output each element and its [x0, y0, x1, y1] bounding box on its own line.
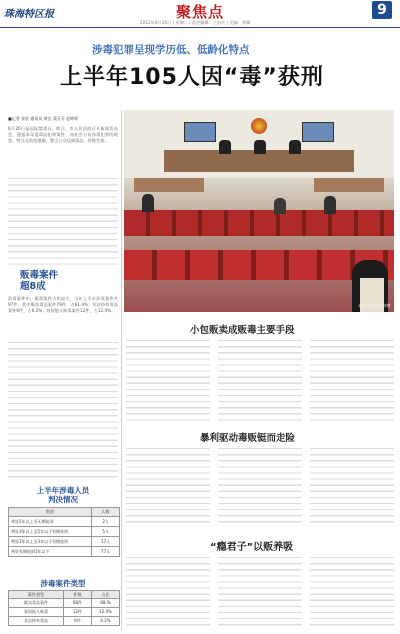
page-meta: 2012年6月26日 | 星期二 | 责任编辑：王浩红 | 美编：黄璐 — [140, 20, 251, 25]
judge-figure — [289, 140, 301, 154]
table-cell: 17人 — [101, 539, 111, 544]
table-header-cell: 占比 — [101, 592, 110, 597]
table-header-cell: 类别 — [9, 508, 92, 516]
body-columns-a — [126, 338, 394, 424]
text-column — [126, 446, 210, 526]
screen-right — [302, 122, 334, 142]
page-number: 9 — [377, 2, 387, 18]
text-column — [126, 555, 210, 630]
stat-text: 涉毒案件中，贩毒案件占比较大，今年上半年涉毒案件共97件，其中贩卖毒品案件79件，占81.4%；非法持有毒品案件6件，占6.2%；容留他人吸毒案件12件，占12.4%。 — [8, 296, 118, 314]
table-cell: 77人 — [101, 549, 111, 554]
screen-left — [184, 122, 216, 142]
subhead-small-packet: 小包贩卖成贩毒主要手段 — [190, 325, 295, 336]
text-column — [310, 338, 394, 424]
judge-figure — [219, 140, 231, 154]
subhead-profit: 暴利驱动毒贩铤而走险 — [200, 433, 296, 444]
table1-heading: 上半年涉毒人员 判决情况 — [36, 486, 90, 504]
photo-caption: 据悉本报记者刘翔 — [358, 303, 390, 308]
table-row — [9, 536, 119, 546]
column-divider — [121, 110, 122, 630]
table-cell: 6.2% — [100, 618, 111, 623]
audience-person — [142, 194, 154, 212]
audience-person — [274, 198, 286, 214]
headline-kicker: 涉毒犯罪呈现学历低、低龄化特点 — [92, 44, 250, 56]
table2-heading: 涉毒案件类型 — [40, 579, 86, 588]
table-cell: 2人 — [102, 519, 109, 524]
byline: ■记者 张宏 通讯员 黄宜 梁芬芬 赵婷婷 — [8, 116, 79, 121]
lead-paragraph: 6月26日是国际禁毒日。昨日，市人民法院召开新闻发布会，通报本年度毒品犯罪案件，向社会公布涉毒犯罪的现状、特点及防范措施，警示公众远离毒品，珍惜生命。 — [8, 126, 118, 144]
left-column-filler-text — [8, 340, 118, 482]
table-cell: 68.% — [100, 600, 111, 605]
body-columns-b — [126, 446, 394, 526]
stat-heading: 贩毒案件 超8成 — [20, 270, 59, 292]
left-column-filler-text — [8, 176, 118, 268]
table-row — [9, 546, 119, 556]
text-column — [310, 555, 394, 630]
table-header-row — [9, 508, 119, 516]
table-cell: 判处有期徒刑1年以下 — [9, 547, 92, 556]
table-row — [9, 598, 119, 607]
table-cell: 判处3年以上至5年以下有期徒刑 — [9, 527, 92, 536]
audience-person — [324, 196, 336, 214]
sentence-table — [8, 507, 120, 557]
table-header-row — [9, 591, 119, 598]
table-cell: 判处1年以上至3年以下有期徒刑 — [9, 537, 92, 546]
text-column — [218, 446, 302, 526]
text-column — [310, 446, 394, 526]
judge-figure — [254, 140, 266, 154]
courtroom-photo — [124, 110, 394, 312]
courtroom-table-left — [134, 178, 204, 192]
newspaper-logo: 珠海特区报 — [4, 9, 54, 20]
page-number-badge — [372, 1, 392, 19]
masthead-rule — [0, 27, 400, 28]
table-row — [9, 526, 119, 536]
table-header-cell: 人数 — [101, 509, 110, 514]
table-row — [9, 616, 119, 625]
headline-title: 上半年105人因“毒”获刑 — [60, 65, 324, 90]
courtroom-table-right — [314, 178, 384, 192]
table-cell: 12.4% — [99, 609, 112, 614]
table-cell: 12件 — [64, 608, 92, 616]
case-type-table — [8, 590, 120, 626]
table-cell: 5人 — [102, 529, 109, 534]
text-column — [126, 338, 210, 424]
table-cell: 6件 — [64, 617, 92, 625]
table-header-cell: 件数 — [64, 591, 92, 598]
text-column — [218, 555, 302, 630]
table-header-cell: 案件类型 — [9, 591, 64, 598]
red-seats-row — [124, 210, 394, 236]
masthead — [0, 0, 400, 28]
body-columns-c — [126, 555, 394, 630]
table-cell: 判处5年以上至无期徒刑 — [9, 517, 92, 526]
table-cell: 66件 — [64, 599, 92, 607]
national-emblem — [251, 118, 267, 134]
table-row — [9, 607, 119, 616]
table-cell: 贩卖毒品案件 — [9, 599, 64, 607]
text-column — [218, 338, 302, 424]
table-cell: 容留他人吸毒 — [9, 608, 64, 616]
table-row — [9, 516, 119, 526]
section-title: 聚焦点 — [176, 3, 225, 21]
table-cell: 非法持有毒品 — [9, 617, 64, 625]
subhead-addict-dealers: “瘾君子”以贩养吸 — [210, 542, 294, 553]
